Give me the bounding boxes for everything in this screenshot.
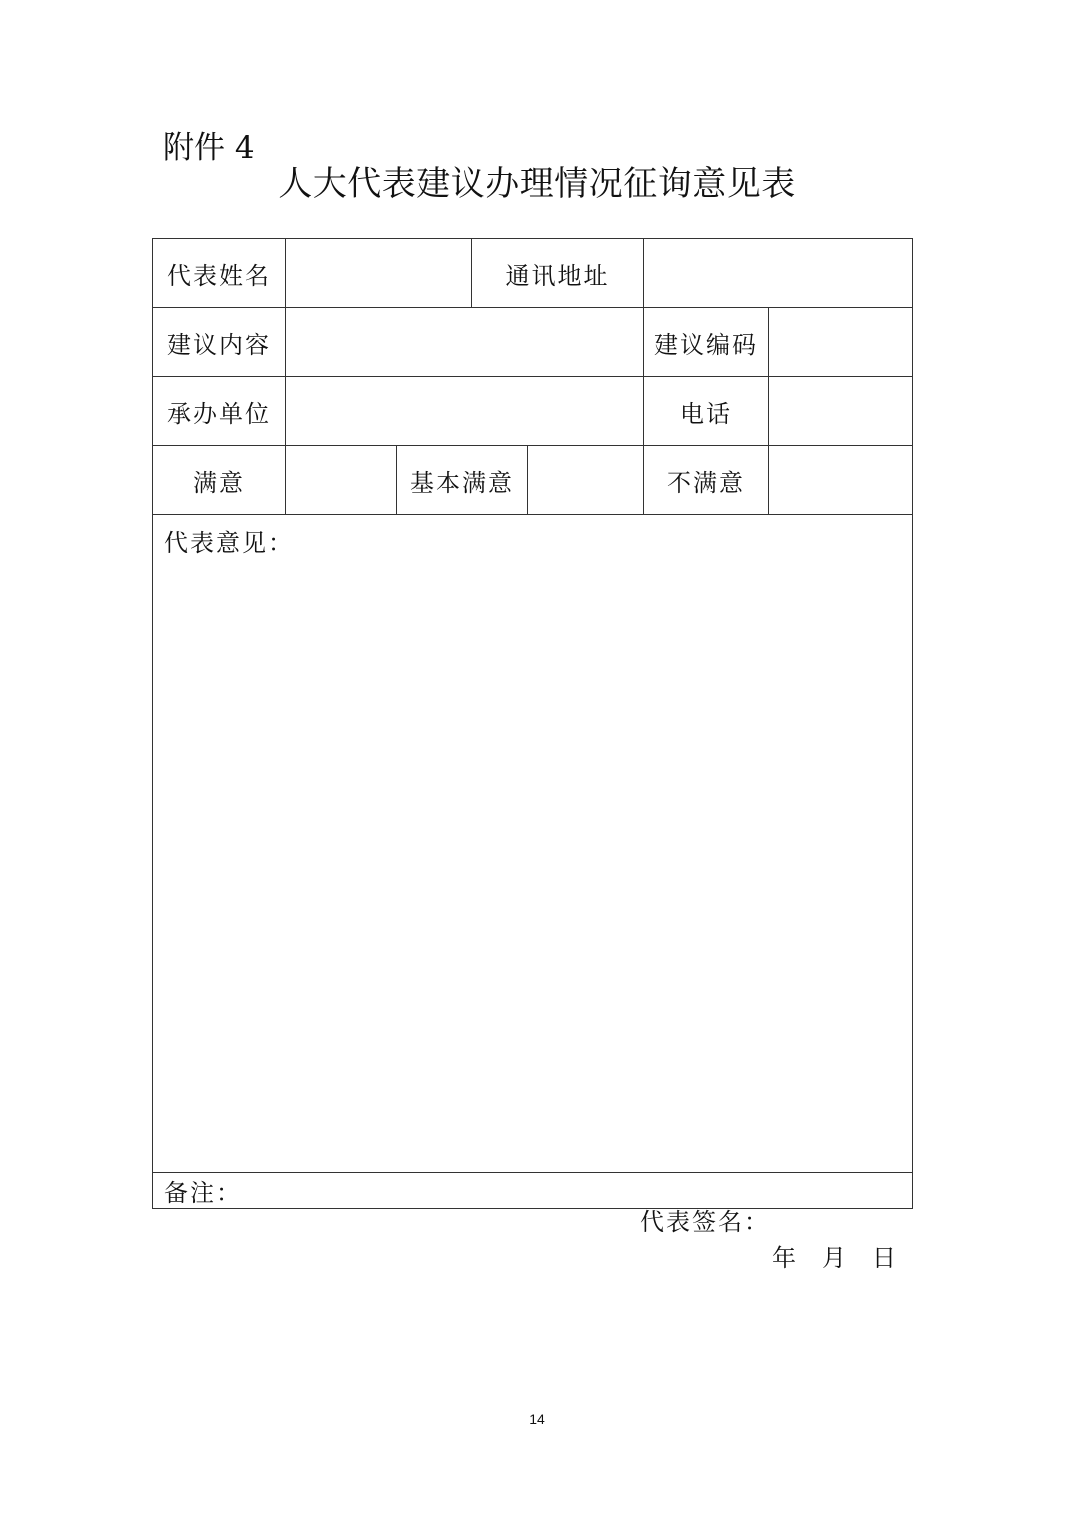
code-label: 建议编码 [644, 308, 769, 377]
phone-field[interactable] [769, 377, 913, 446]
opinion-field[interactable] [153, 515, 913, 1173]
basic-satisfied-checkbox-cell[interactable] [528, 446, 644, 515]
rep-name-label: 代表姓名 [153, 239, 286, 308]
content-field[interactable] [286, 308, 644, 377]
day-label: 日 [872, 1244, 896, 1272]
form-row-unit [153, 377, 913, 446]
date-line [772, 1242, 896, 1274]
content-label: 建议内容 [153, 308, 286, 377]
basic-satisfied-label: 基本满意 [397, 446, 528, 515]
month-label: 月 [822, 1244, 846, 1272]
form-row-content [153, 308, 913, 377]
remark-label: 备注： [164, 1179, 242, 1207]
satisfied-label: 满意 [153, 446, 286, 515]
document-title: 人大代表建议办理情况征询意见表 [278, 164, 796, 204]
form-row-satisfaction [153, 446, 913, 515]
unit-label: 承办单位 [153, 377, 286, 446]
consultation-form-table [152, 238, 913, 1209]
unsatisfied-checkbox-cell[interactable] [769, 446, 913, 515]
address-field[interactable] [644, 239, 913, 308]
form-row-name [153, 239, 913, 308]
rep-name-field[interactable] [286, 239, 472, 308]
form-row-remark [153, 1173, 913, 1209]
address-label: 通讯地址 [472, 239, 644, 308]
phone-label: 电话 [644, 377, 769, 446]
attachment-label: 附件 4 [163, 130, 255, 166]
signature-label: 代表签名： [640, 1208, 770, 1236]
form-row-opinion [153, 515, 913, 1173]
unsatisfied-label: 不满意 [644, 446, 769, 515]
unit-field[interactable] [286, 377, 644, 446]
page-number: 14 [529, 1411, 545, 1427]
code-field[interactable] [769, 308, 913, 377]
opinion-label: 代表意见： [164, 529, 294, 557]
year-label: 年 [772, 1244, 796, 1272]
satisfied-checkbox-cell[interactable] [286, 446, 397, 515]
remark-field[interactable] [153, 1173, 913, 1209]
